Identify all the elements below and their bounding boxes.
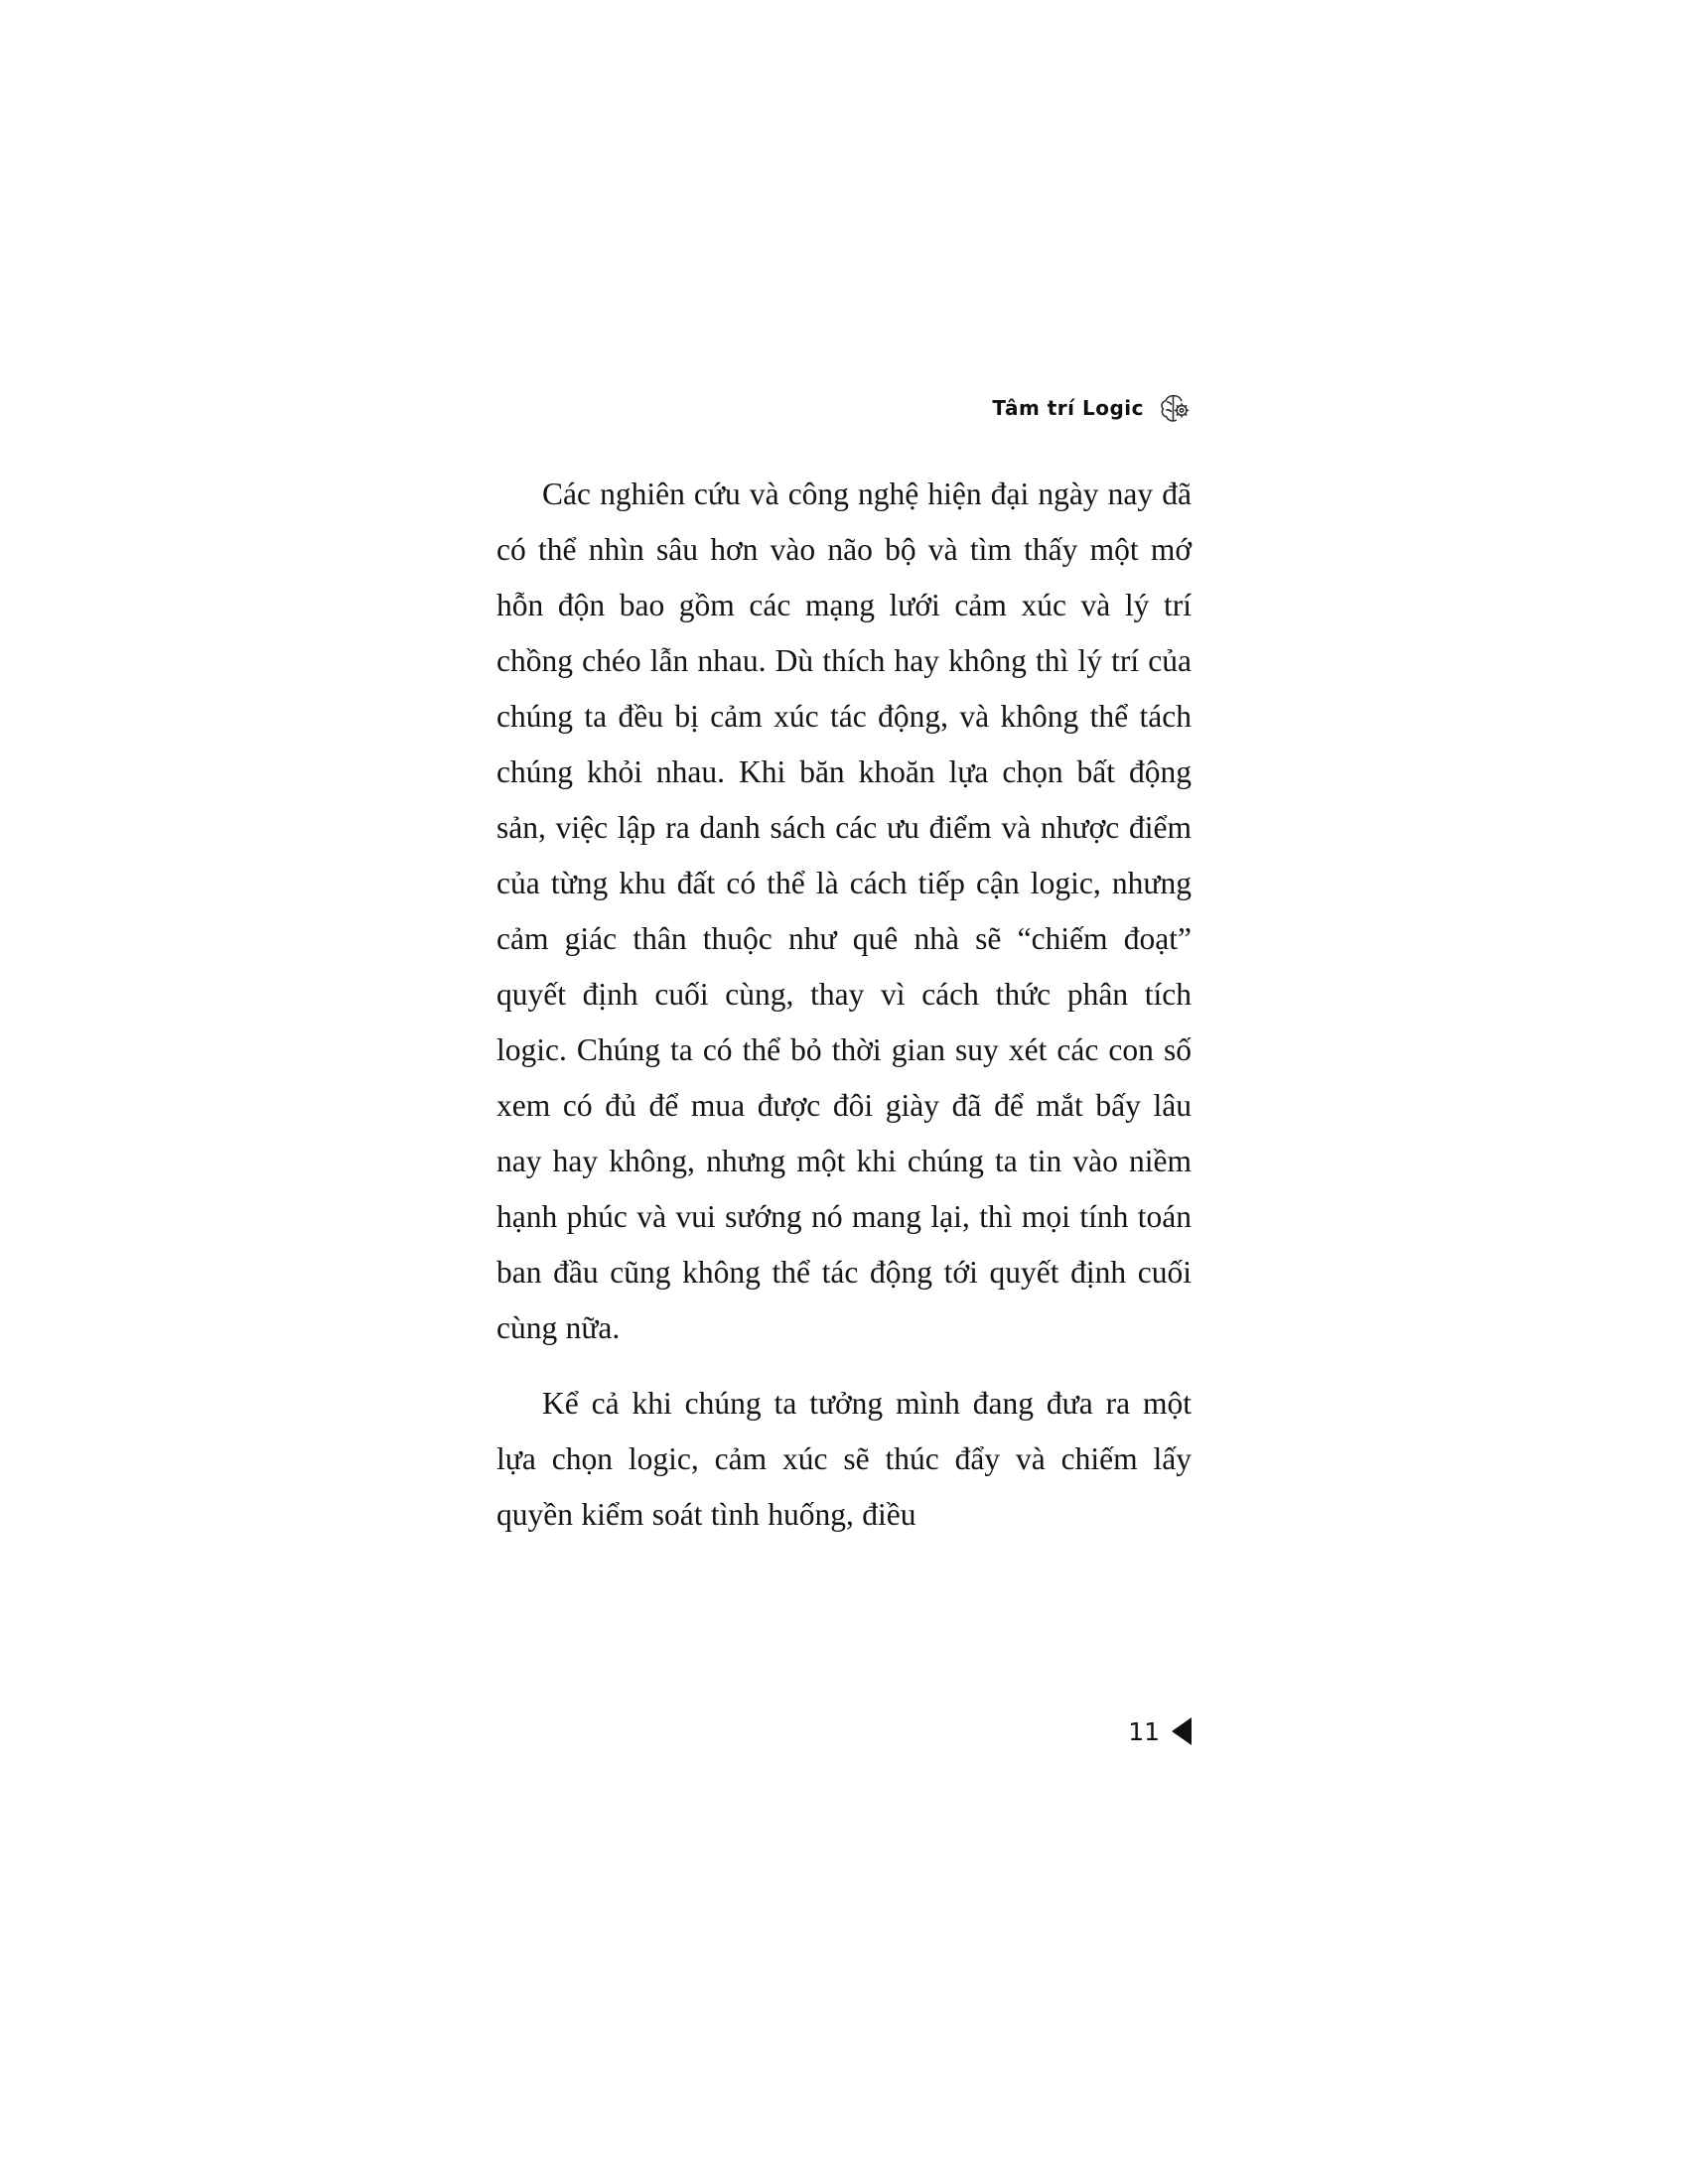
triangle-left-marker xyxy=(1172,1717,1192,1745)
folio xyxy=(496,1717,1192,1745)
running-head xyxy=(496,387,1192,429)
brain-gear-icon xyxy=(1154,389,1192,427)
page-number: 11 xyxy=(1128,1716,1160,1746)
paragraph: Các nghiên cứu và công nghệ hiện đại ngày nay đã có thể nhìn sâu hơn vào não bộ và tìm thấy một mớ hỗn độn bao gồm các mạng lưới cảm xúc và lý trí chồng chéo lẫn nhau. Dù thích hay không thì lý trí của chúng ta đều bị cảm xúc tác động, và không thể tách chúng khỏi nhau. Khi băn khoăn lựa chọn bất động sản, việc lập ra danh sách các ưu điểm và nhược điểm của từng khu đất có thể là cách tiếp cận logic, nhưng cảm giác thân thuộc như quê nhà sẽ “chiếm đoạt” quyết định cuối cùng, thay vì cách thức phân tích logic. Chúng ta có thể bỏ thời gian suy xét các con số xem có đủ để mua được đôi giày đã để mắt bấy lâu nay hay không, nhưng một khi chúng ta tin vào niềm hạnh phúc và vui sướng nó mang lại, thì mọi tính toán ban đầu cũng không thể tác động tới quyết định cuối cùng nữa. xyxy=(496,477,1192,1345)
text-column xyxy=(496,387,1192,1543)
running-head-title: Tâm trí Logic xyxy=(992,396,1144,420)
paragraph: Kể cả khi chúng ta tưởng mình đang đưa ra một lựa chọn logic, cảm xúc sẽ thúc đẩy và chiếm lấy quyền kiểm soát tình huống, điều xyxy=(496,1386,1192,1532)
